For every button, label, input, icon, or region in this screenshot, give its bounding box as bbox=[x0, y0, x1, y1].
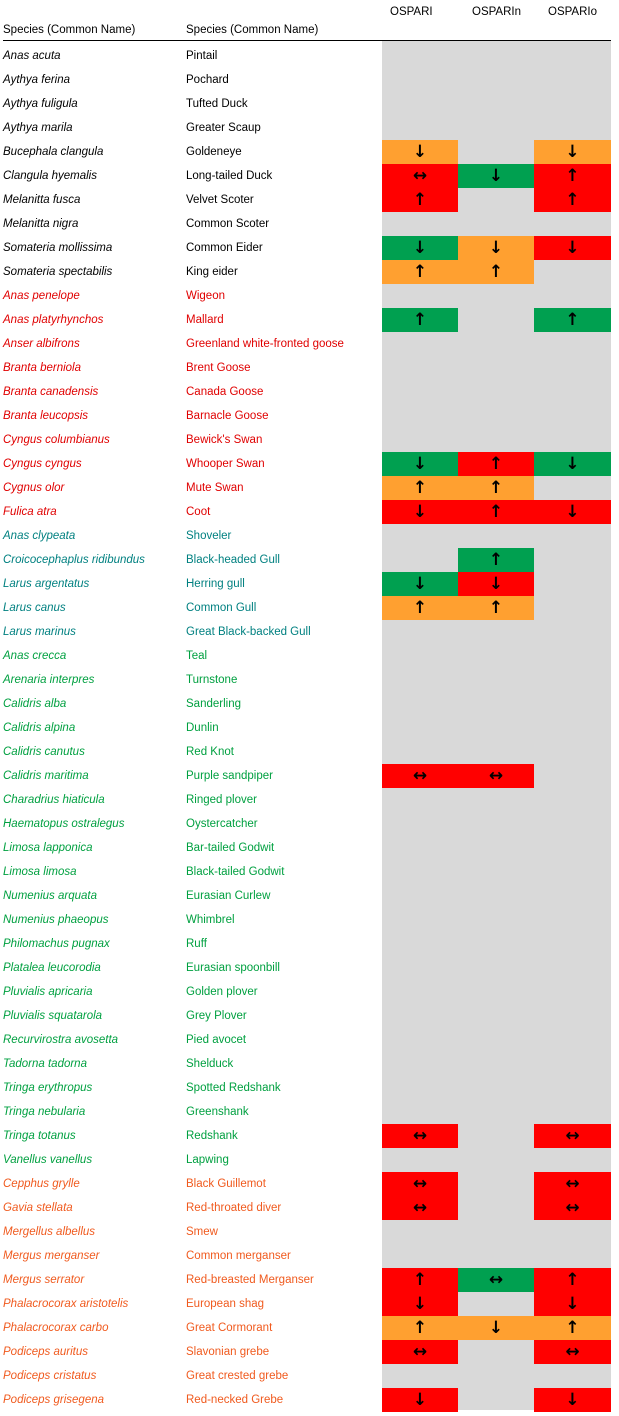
cell-ospario bbox=[534, 164, 611, 188]
cell-ospari bbox=[382, 1124, 458, 1148]
cell-ospario bbox=[534, 1316, 611, 1340]
arrow-up-icon: ↑ bbox=[565, 309, 580, 330]
arrow-down-icon: ↓ bbox=[412, 237, 428, 258]
species-common-name: Spotted Redshank bbox=[186, 1082, 281, 1094]
species-common-name: Great crested grebe bbox=[186, 1370, 289, 1382]
arrow-up-icon: ↑ bbox=[412, 189, 428, 210]
species-scientific-name: Aythya ferina bbox=[3, 74, 71, 86]
table-row bbox=[0, 1148, 619, 1172]
cell-osparin bbox=[458, 452, 534, 476]
species-common-name: Greenland white-fronted goose bbox=[186, 338, 344, 350]
species-scientific-name: Cyngus cyngus bbox=[3, 458, 82, 470]
table-row bbox=[0, 1364, 619, 1388]
species-common-name: European shag bbox=[186, 1298, 265, 1310]
species-scientific-name: Charadrius hiaticula bbox=[3, 794, 105, 806]
table-row bbox=[0, 1172, 619, 1196]
arrow-up-icon: ↑ bbox=[565, 165, 580, 186]
species-common-name: Redshank bbox=[186, 1130, 238, 1142]
species-common-name: Oystercatcher bbox=[186, 818, 258, 830]
cell-ospario bbox=[534, 308, 611, 332]
species-common-name: Black-tailed Godwit bbox=[186, 866, 285, 878]
species-common-name: Slavonian grebe bbox=[186, 1346, 270, 1358]
header-species-common: Species (Common Name) bbox=[186, 24, 319, 36]
species-scientific-name: Gavia stellata bbox=[3, 1202, 73, 1214]
table-row bbox=[0, 212, 619, 236]
species-scientific-name: Podiceps grisegena bbox=[3, 1394, 105, 1406]
table-row bbox=[0, 1388, 619, 1412]
cell-ospari bbox=[382, 500, 458, 524]
species-scientific-name: Platalea leucorodia bbox=[3, 962, 101, 974]
species-scientific-name: Pluvialis apricaria bbox=[3, 986, 93, 998]
species-scientific-name: Tringa nebularia bbox=[3, 1106, 86, 1118]
cell-osparin bbox=[458, 476, 534, 500]
species-common-name: Pochard bbox=[186, 74, 229, 86]
table-row bbox=[0, 1316, 619, 1340]
cell-ospari bbox=[382, 1388, 458, 1412]
cell-ospari bbox=[382, 1292, 458, 1316]
cell-osparin bbox=[458, 1268, 534, 1292]
species-scientific-name: Cyngus columbianus bbox=[3, 434, 110, 446]
species-scientific-name: Calidris canutus bbox=[3, 746, 85, 758]
species-common-name: Canada Goose bbox=[186, 386, 264, 398]
cell-ospario bbox=[534, 140, 611, 164]
table-row bbox=[0, 428, 619, 452]
table-row bbox=[0, 356, 619, 380]
header-ospario: OSPARIo bbox=[548, 6, 597, 18]
species-common-name: Sanderling bbox=[186, 698, 241, 710]
cell-ospari bbox=[382, 1172, 458, 1196]
table-row bbox=[0, 692, 619, 716]
species-scientific-name: Calidris alba bbox=[3, 698, 67, 710]
table-row bbox=[0, 1292, 619, 1316]
arrow-up-icon: ↑ bbox=[412, 309, 428, 330]
arrow-down-icon: ↓ bbox=[488, 1317, 504, 1338]
table-row bbox=[0, 716, 619, 740]
species-scientific-name: Numenius phaeopus bbox=[3, 914, 109, 926]
species-common-name: Barnacle Goose bbox=[186, 410, 269, 422]
table-row bbox=[0, 596, 619, 620]
table-row bbox=[0, 644, 619, 668]
species-scientific-name: Haematopus ostralegus bbox=[3, 818, 125, 830]
table-row bbox=[0, 1004, 619, 1028]
table-row bbox=[0, 476, 619, 500]
cell-ospari bbox=[382, 764, 458, 788]
cell-ospari bbox=[382, 260, 458, 284]
species-scientific-name: Branta leucopsis bbox=[3, 410, 89, 422]
species-scientific-name: Clangula hyemalis bbox=[3, 170, 97, 182]
table-row bbox=[0, 956, 619, 980]
table-row bbox=[0, 380, 619, 404]
species-scientific-name: Croicocephaplus ridibundus bbox=[3, 554, 145, 566]
species-common-name: Black Guillemot bbox=[186, 1178, 266, 1190]
arrow-up-icon: ↑ bbox=[412, 1269, 428, 1290]
arrow-down-icon: ↓ bbox=[412, 141, 428, 162]
species-common-name: Pintail bbox=[186, 50, 218, 62]
table-row bbox=[0, 236, 619, 260]
table-row bbox=[0, 500, 619, 524]
arrow-down-icon: ↓ bbox=[412, 1293, 428, 1314]
species-common-name: Common merganser bbox=[186, 1250, 291, 1262]
species-scientific-name: Melanitta fusca bbox=[3, 194, 81, 206]
species-common-name: Eurasian Curlew bbox=[186, 890, 271, 902]
table-row bbox=[0, 164, 619, 188]
table-row bbox=[0, 1340, 619, 1364]
species-common-name: Goldeneye bbox=[186, 146, 242, 158]
cell-ospario bbox=[534, 236, 611, 260]
header-divider bbox=[3, 40, 611, 41]
cell-ospari bbox=[382, 236, 458, 260]
species-scientific-name: Mergellus albellus bbox=[3, 1226, 96, 1238]
cell-osparin bbox=[458, 548, 534, 572]
cell-ospari bbox=[382, 140, 458, 164]
table-row bbox=[0, 572, 619, 596]
arrow-down-icon: ↓ bbox=[412, 1389, 428, 1410]
species-common-name: Common Gull bbox=[186, 602, 257, 614]
species-common-name: Tufted Duck bbox=[186, 98, 248, 110]
species-common-name: Whimbrel bbox=[186, 914, 235, 926]
cell-osparin bbox=[458, 500, 534, 524]
cell-ospari bbox=[382, 1268, 458, 1292]
table-row bbox=[0, 812, 619, 836]
cell-ospari bbox=[382, 476, 458, 500]
arrow-down-icon: ↓ bbox=[565, 1293, 580, 1314]
arrow-down-icon: ↓ bbox=[488, 573, 504, 594]
species-common-name: Eurasian spoonbill bbox=[186, 962, 280, 974]
species-common-name: Red-throated diver bbox=[186, 1202, 282, 1214]
table-row bbox=[0, 1052, 619, 1076]
table-row bbox=[0, 1076, 619, 1100]
species-scientific-name: Bucephala clangula bbox=[3, 146, 104, 158]
species-common-name: Shoveler bbox=[186, 530, 232, 542]
species-scientific-name: Aythya fuligula bbox=[3, 98, 78, 110]
table-row bbox=[0, 620, 619, 644]
arrow-left-right-icon: ↔ bbox=[565, 1173, 580, 1194]
species-common-name: Purple sandpiper bbox=[186, 770, 273, 782]
species-scientific-name: Phalacrocorax carbo bbox=[3, 1322, 109, 1334]
table-row bbox=[0, 908, 619, 932]
species-scientific-name: Aythya marila bbox=[3, 122, 73, 134]
cell-osparin bbox=[458, 164, 534, 188]
species-scientific-name: Anas clypeata bbox=[3, 530, 76, 542]
species-scientific-name: Branta canadensis bbox=[3, 386, 99, 398]
species-scientific-name: Arenaria interpres bbox=[3, 674, 95, 686]
cell-ospari bbox=[382, 452, 458, 476]
table-row bbox=[0, 1100, 619, 1124]
arrow-up-icon: ↑ bbox=[488, 477, 504, 498]
arrow-down-icon: ↓ bbox=[565, 1389, 580, 1410]
cell-ospari bbox=[382, 164, 458, 188]
species-common-name: Common Scoter bbox=[186, 218, 270, 230]
arrow-up-icon: ↑ bbox=[488, 261, 504, 282]
arrow-left-right-icon: ↔ bbox=[565, 1197, 580, 1218]
arrow-down-icon: ↓ bbox=[565, 237, 580, 258]
arrow-left-right-icon: ↔ bbox=[565, 1341, 580, 1362]
species-common-name: Common Eider bbox=[186, 242, 263, 254]
species-scientific-name: Melanitta nigra bbox=[3, 218, 79, 230]
arrow-up-icon: ↑ bbox=[488, 501, 504, 522]
arrow-left-right-icon: ↔ bbox=[488, 1269, 504, 1290]
table-row bbox=[0, 932, 619, 956]
table-row bbox=[0, 836, 619, 860]
cell-ospario bbox=[534, 188, 611, 212]
species-common-name: Wigeon bbox=[186, 290, 225, 302]
arrow-down-icon: ↓ bbox=[412, 501, 428, 522]
arrow-down-icon: ↓ bbox=[488, 165, 504, 186]
cell-ospario bbox=[534, 1340, 611, 1364]
species-common-name: Coot bbox=[186, 506, 211, 518]
species-common-name: Grey Plover bbox=[186, 1010, 247, 1022]
species-scientific-name: Somateria spectabilis bbox=[3, 266, 113, 278]
species-scientific-name: Recurvirostra avosetta bbox=[3, 1034, 119, 1046]
arrow-left-right-icon: ↔ bbox=[412, 1125, 428, 1146]
cell-ospari bbox=[382, 1316, 458, 1340]
species-common-name: Greenshank bbox=[186, 1106, 249, 1118]
arrow-up-icon: ↑ bbox=[565, 1269, 580, 1290]
header-species-scientific: Species (Common Name) bbox=[3, 24, 136, 36]
arrow-down-icon: ↓ bbox=[565, 501, 580, 522]
species-scientific-name: Mergus merganser bbox=[3, 1250, 100, 1262]
arrow-up-icon: ↑ bbox=[412, 597, 428, 618]
cell-ospari bbox=[382, 1196, 458, 1220]
species-scientific-name: Larus marinus bbox=[3, 626, 76, 638]
species-common-name: Red-breasted Merganser bbox=[186, 1274, 314, 1286]
arrow-down-icon: ↓ bbox=[565, 453, 580, 474]
arrow-up-icon: ↑ bbox=[488, 549, 504, 570]
species-scientific-name: Pluvialis squatarola bbox=[3, 1010, 103, 1022]
table-row bbox=[0, 260, 619, 284]
arrow-down-icon: ↓ bbox=[565, 141, 580, 162]
species-common-name: Ruff bbox=[186, 938, 207, 950]
cell-osparin bbox=[458, 1316, 534, 1340]
species-scientific-name: Podiceps cristatus bbox=[3, 1370, 97, 1382]
arrow-left-right-icon: ↔ bbox=[565, 1125, 580, 1146]
species-common-name: Shelduck bbox=[186, 1058, 234, 1070]
species-common-name: Pied avocet bbox=[186, 1034, 247, 1046]
species-common-name: Turnstone bbox=[186, 674, 238, 686]
cell-ospario bbox=[534, 1388, 611, 1412]
table-row bbox=[0, 404, 619, 428]
table-row bbox=[0, 140, 619, 164]
species-common-name: Great Cormorant bbox=[186, 1322, 273, 1334]
species-common-name: Golden plover bbox=[186, 986, 258, 998]
arrow-down-icon: ↓ bbox=[412, 573, 428, 594]
table-row bbox=[0, 1268, 619, 1292]
species-scientific-name: Anas penelope bbox=[3, 290, 80, 302]
cell-ospari bbox=[382, 308, 458, 332]
arrow-left-right-icon: ↔ bbox=[412, 1341, 428, 1362]
species-scientific-name: Cygnus olor bbox=[3, 482, 65, 494]
arrow-up-icon: ↑ bbox=[488, 597, 504, 618]
arrow-left-right-icon: ↔ bbox=[412, 1197, 428, 1218]
arrow-up-icon: ↑ bbox=[412, 477, 428, 498]
table-row bbox=[0, 44, 619, 68]
cell-osparin bbox=[458, 236, 534, 260]
table-row bbox=[0, 1220, 619, 1244]
species-common-name: Brent Goose bbox=[186, 362, 251, 374]
arrow-left-right-icon: ↔ bbox=[488, 765, 504, 786]
cell-ospari bbox=[382, 572, 458, 596]
cell-ospario bbox=[534, 1196, 611, 1220]
species-scientific-name: Calidris maritima bbox=[3, 770, 89, 782]
cell-ospario bbox=[534, 500, 611, 524]
species-common-name: Whooper Swan bbox=[186, 458, 265, 470]
arrow-left-right-icon: ↔ bbox=[412, 165, 428, 186]
cell-ospari bbox=[382, 1340, 458, 1364]
table-row bbox=[0, 548, 619, 572]
arrow-up-icon: ↑ bbox=[412, 261, 428, 282]
species-scientific-name: Branta berniola bbox=[3, 362, 81, 374]
species-scientific-name: Phalacrocorax aristotelis bbox=[3, 1298, 129, 1310]
table-row bbox=[0, 116, 619, 140]
species-common-name: Bar-tailed Godwit bbox=[186, 842, 275, 854]
species-common-name: Ringed plover bbox=[186, 794, 257, 806]
table-row bbox=[0, 332, 619, 356]
species-scientific-name: Limosa limosa bbox=[3, 866, 77, 878]
species-common-name: Greater Scaup bbox=[186, 122, 261, 134]
species-scientific-name: Podiceps auritus bbox=[3, 1346, 89, 1358]
species-scientific-name: Somateria mollissima bbox=[3, 242, 113, 254]
cell-ospario bbox=[534, 1172, 611, 1196]
species-common-name: Long-tailed Duck bbox=[186, 170, 273, 182]
cell-ospari bbox=[382, 188, 458, 212]
arrow-down-icon: ↓ bbox=[412, 453, 428, 474]
cell-ospario bbox=[534, 1268, 611, 1292]
header-osparin: OSPARIn bbox=[472, 6, 521, 18]
species-scientific-name: Philomachus pugnax bbox=[3, 938, 110, 950]
species-scientific-name: Larus canus bbox=[3, 602, 66, 614]
cell-osparin bbox=[458, 596, 534, 620]
table-row bbox=[0, 764, 619, 788]
species-scientific-name: Cepphus grylle bbox=[3, 1178, 80, 1190]
table-row bbox=[0, 788, 619, 812]
table-row bbox=[0, 92, 619, 116]
species-common-name: Red-necked Grebe bbox=[186, 1394, 284, 1406]
species-scientific-name: Tringa totanus bbox=[3, 1130, 76, 1142]
species-common-name: Dunlin bbox=[186, 722, 219, 734]
table-row bbox=[0, 1196, 619, 1220]
cell-osparin bbox=[458, 764, 534, 788]
table-row bbox=[0, 68, 619, 92]
species-scientific-name: Limosa lapponica bbox=[3, 842, 93, 854]
species-common-name: Herring gull bbox=[186, 578, 245, 590]
arrow-up-icon: ↑ bbox=[488, 453, 504, 474]
species-common-name: King eider bbox=[186, 266, 238, 278]
species-common-name: Velvet Scoter bbox=[186, 194, 254, 206]
arrow-left-right-icon: ↔ bbox=[412, 765, 428, 786]
arrow-down-icon: ↓ bbox=[488, 237, 504, 258]
table-row bbox=[0, 452, 619, 476]
table-row bbox=[0, 1124, 619, 1148]
species-scientific-name: Vanellus vanellus bbox=[3, 1154, 93, 1166]
cell-ospari bbox=[382, 596, 458, 620]
species-common-name: Great Black-backed Gull bbox=[186, 626, 311, 638]
table-row bbox=[0, 1028, 619, 1052]
species-common-name: Mute Swan bbox=[186, 482, 244, 494]
table-row bbox=[0, 284, 619, 308]
table-row bbox=[0, 188, 619, 212]
species-scientific-name: Anas crecca bbox=[3, 650, 67, 662]
table-row bbox=[0, 308, 619, 332]
species-scientific-name: Anser albifrons bbox=[3, 338, 80, 350]
cell-ospario bbox=[534, 452, 611, 476]
arrow-up-icon: ↑ bbox=[565, 189, 580, 210]
species-common-name: Red Knot bbox=[186, 746, 234, 758]
species-common-name: Mallard bbox=[186, 314, 224, 326]
species-scientific-name: Mergus serrator bbox=[3, 1274, 85, 1286]
arrow-up-icon: ↑ bbox=[565, 1317, 580, 1338]
cell-ospario bbox=[534, 1292, 611, 1316]
species-scientific-name: Fulica atra bbox=[3, 506, 57, 518]
arrow-left-right-icon: ↔ bbox=[412, 1173, 428, 1194]
species-common-name: Smew bbox=[186, 1226, 218, 1238]
cell-ospario bbox=[534, 1124, 611, 1148]
table-row bbox=[0, 524, 619, 548]
cell-osparin bbox=[458, 260, 534, 284]
header-ospari: OSPARI bbox=[390, 6, 433, 18]
arrow-up-icon: ↑ bbox=[412, 1317, 428, 1338]
species-common-name: Bewick's Swan bbox=[186, 434, 263, 446]
species-scientific-name: Anas acuta bbox=[3, 50, 61, 62]
table-row bbox=[0, 668, 619, 692]
table-row bbox=[0, 740, 619, 764]
species-scientific-name: Calidris alpina bbox=[3, 722, 76, 734]
species-scientific-name: Anas platyrhynchos bbox=[3, 314, 104, 326]
table-row bbox=[0, 1244, 619, 1268]
cell-osparin bbox=[458, 572, 534, 596]
table-row bbox=[0, 980, 619, 1004]
table-row bbox=[0, 884, 619, 908]
species-scientific-name: Larus argentatus bbox=[3, 578, 90, 590]
species-scientific-name: Tringa erythropus bbox=[3, 1082, 93, 1094]
species-common-name: Lapwing bbox=[186, 1154, 229, 1166]
species-common-name: Teal bbox=[186, 650, 208, 662]
species-scientific-name: Numenius arquata bbox=[3, 890, 97, 902]
species-common-name: Black-headed Gull bbox=[186, 554, 280, 566]
table-row bbox=[0, 860, 619, 884]
species-scientific-name: Tadorna tadorna bbox=[3, 1058, 87, 1070]
